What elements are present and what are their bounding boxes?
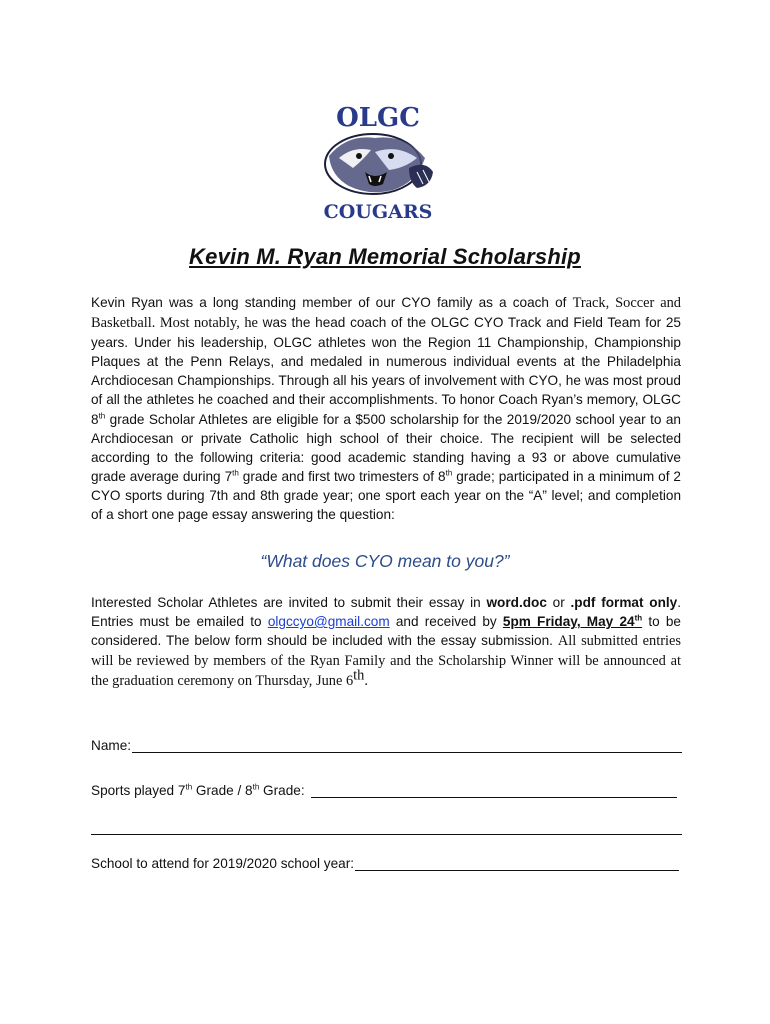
sports-blank-line[interactable] xyxy=(311,783,677,798)
sports-sup-a: th xyxy=(185,782,193,792)
instr-text-4: and received by xyxy=(389,614,503,629)
cougar-logo-graphic xyxy=(313,98,443,224)
instr-text-3: . Entries must be emailed to xyxy=(91,595,681,629)
name-label: Name: xyxy=(91,738,132,753)
para-sup-2: th xyxy=(232,468,239,478)
deadline-text: 5pm Friday, May 24 xyxy=(502,614,635,629)
name-blank-line[interactable] xyxy=(132,738,682,753)
para-text-4: grade Scholar Athletes are eligible for a $500 scholarship for the 2019/2020 school year to an Archdiocesan or private Catholic high school of their choice. The recipient will be selected according to the following criteria: good academic standing having a 93 or above cumulative grade average during 7 xyxy=(91,411,681,484)
para-text-3: was the head coach of the OLGC CYO Track and Field Team for 25 years. Under his leadership, OLGC athletes won the Region 11 Championship, Championship Plaques at the Penn Relays, and medaled in numerous individual events at the Philadelphia Archdiocesan Championships. Through all his years of involvement with CYO, he was most proud of all the athletes he coached and their accomplishments. To honor Coach Ryan’s memory, OLGC 8 xyxy=(91,315,681,427)
email-link[interactable]: olgccyo@gmail.com xyxy=(267,614,390,629)
instr-serif-text: All submitted entries will be reviewed by members of the Ryan Family and the Scholarship Winner will be announced at the graduation ceremony on Thursday, June 6 xyxy=(91,633,681,689)
name-field-row xyxy=(91,738,682,753)
school-label: School to attend for 2019/2020 school year: xyxy=(91,856,354,871)
logo-top-text: OLGC xyxy=(336,103,420,133)
sports-field-row xyxy=(91,783,677,798)
deadline xyxy=(503,614,642,629)
olgc-cougars-logo xyxy=(313,98,443,224)
sports-continuation-line[interactable] xyxy=(91,834,682,835)
deadline-sup: th xyxy=(634,613,643,623)
school-field-row xyxy=(91,856,679,871)
school-blank-line[interactable] xyxy=(355,856,679,871)
essay-question: “What does CYO mean to you?” xyxy=(260,551,510,571)
para-sup-3: th xyxy=(445,468,453,478)
para-text-2: Track, Soccer and Basketball. Most notably, he xyxy=(91,295,681,332)
instr-serif-end: . xyxy=(364,673,368,689)
para-text-1: Kevin Ryan was a long standing member of our CYO family as a coach of xyxy=(91,295,573,310)
para-text-6: grade; participated in a minimum of 2 CYO sports during 7th and 8th grade year; one sport each year on the “A” level; and completion of a short one page essay answering the question: xyxy=(91,468,681,523)
logo-bottom-text: COUGARS xyxy=(323,201,433,223)
instr-serif-sup: th xyxy=(353,667,365,684)
para-sup-1: th xyxy=(98,411,106,421)
intro-paragraph xyxy=(91,293,681,524)
instr-text-2: or xyxy=(546,595,571,610)
format-word: word.doc xyxy=(486,595,547,610)
sports-label-c: Grade: xyxy=(259,783,305,798)
instructions-paragraph xyxy=(91,593,681,691)
format-pdf: .pdf format only xyxy=(570,595,678,610)
para-text-5: grade and first two trimesters of 8 xyxy=(238,468,446,484)
sports-sup-b: th xyxy=(252,782,260,792)
instr-text-5: to be considered. The below form should be included with the essay submission. xyxy=(91,614,681,648)
sports-label-b: Grade / 8 xyxy=(192,783,253,798)
instr-text-1: Interested Scholar Athletes are invited to submit their essay in xyxy=(91,595,487,610)
sports-label-a: Sports played 7 xyxy=(91,783,186,798)
page-title: Kevin M. Ryan Memorial Scholarship xyxy=(189,244,581,269)
sports-label xyxy=(91,783,305,798)
